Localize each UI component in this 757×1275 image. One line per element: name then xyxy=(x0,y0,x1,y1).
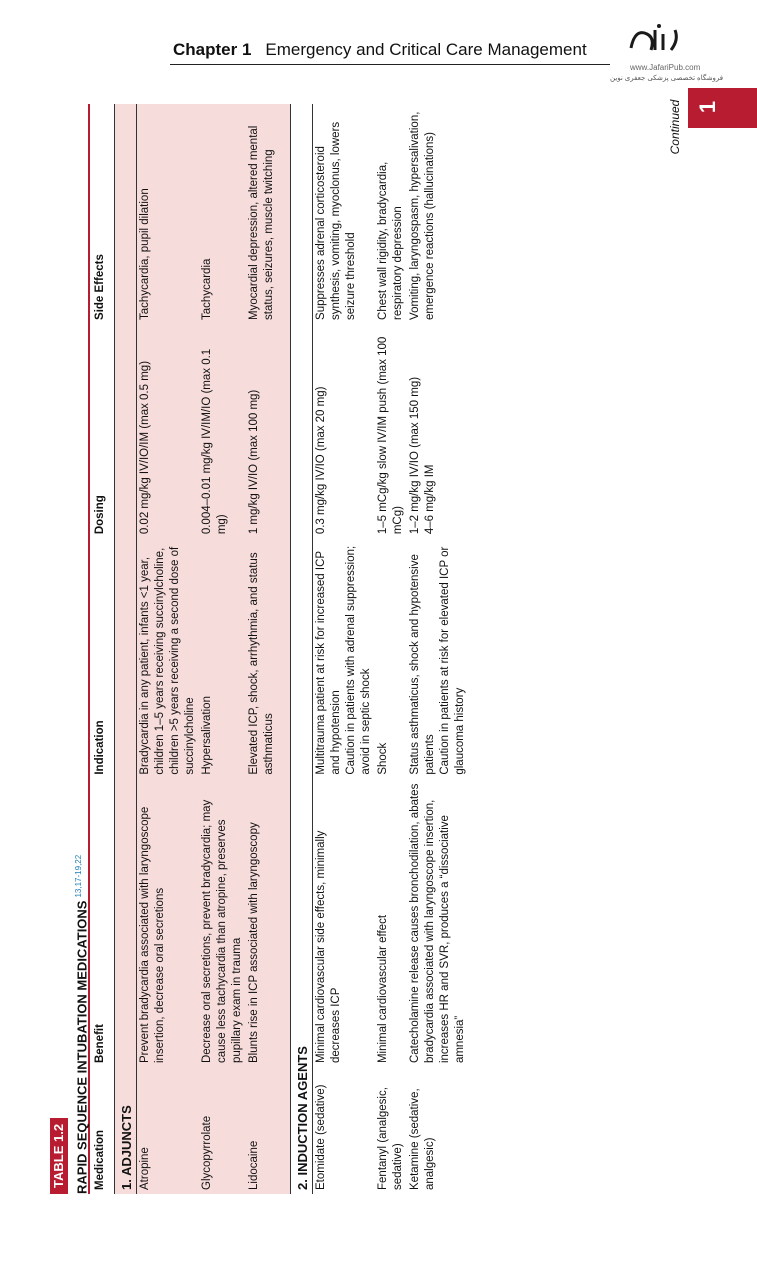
table-row xyxy=(375,104,407,1194)
indication-cell: Bradycardia in any patient, infants <1 year, children 1–5 years receiving succinylcholine, children >5 years receiving a second dose of succinylcholine xyxy=(137,538,200,778)
table-row xyxy=(407,104,469,1194)
section-heading-row xyxy=(291,104,313,1194)
dosing-cell: 0.004–0.01 mg/kg IV/IM/IO (max 0.1 mg) xyxy=(199,324,246,538)
side-effects-cell: Chest wall rigidity, bradycardia, respiratory depression xyxy=(377,161,404,320)
indication-cell: Status asthmaticus, shock and hypotensive patients Caution in patients at risk for elevated ICP or glaucoma history xyxy=(409,546,466,775)
column-header: Side Effects xyxy=(92,104,115,324)
medication-cell: Atropine xyxy=(137,1067,200,1194)
indication-cell: Shock xyxy=(377,742,389,775)
header-rule xyxy=(170,64,610,65)
medications-table xyxy=(92,104,469,1194)
indication-cell: Multitrauma patient at risk for increased ICP and hypotension Caution in patients with adrenal suppression; avoid in septic shock xyxy=(315,545,372,775)
column-header: Benefit xyxy=(92,779,115,1067)
dosing-cell: 0.02 mg/kg IV/IO/IM (max 0.5 mg) xyxy=(137,324,200,538)
dosing-cell: 1 mg/kg IV/IO (max 100 mg) xyxy=(246,324,278,538)
column-header: Medication xyxy=(92,1067,115,1194)
medication-cell: Etomidate (sedative) xyxy=(315,1084,327,1190)
dosing-cell: 0.3 mg/kg IV/IO (max 20 mg) xyxy=(315,386,327,535)
indication-cell: Elevated ICP, shock, arrhythmia, and status asthmaticus xyxy=(246,538,278,778)
chapter-tab: 1 xyxy=(688,88,757,128)
side-effects-cell: Myocardial depression, altered mental status, seizures, muscle twitching xyxy=(246,104,278,324)
side-effects-cell: Tachycardia, pupil dilation xyxy=(137,104,200,324)
table-row xyxy=(199,104,246,1194)
logo-subtitle: فروشگاه تخصصی پزشکی جعفری نوین xyxy=(610,75,724,82)
column-header: Dosing xyxy=(92,324,115,538)
section-heading: 2. INDUCTION AGENTS xyxy=(291,104,313,1194)
indication-cell: Hypersalivation xyxy=(199,538,246,778)
side-effects-cell: Vomiting, laryngospasm, hypersalivation, emergence reactions (hallucinations) xyxy=(409,111,436,320)
medication-cell: Glycopyrrolate xyxy=(199,1067,246,1194)
benefit-cell: Minimal cardiovascular effect xyxy=(377,914,389,1064)
table-title: RAPID SEQUENCE INTUBATION MEDICATIONS$^{13,17-19,22}$ xyxy=(70,104,90,1194)
chapter-number: Chapter 1 xyxy=(173,40,252,59)
benefit-cell: Decrease oral secretions, prevent bradycardia; may cause less tachycardia than atropine, preserves pupillary exam in trauma xyxy=(199,779,246,1067)
table-row xyxy=(313,104,376,1194)
table-title-refs: 13,17-19,22 xyxy=(74,854,83,898)
side-effects-cell: Suppresses adrenal corticosteroid synthesis, vomiting, myoclonus, lowers seizure threshold xyxy=(315,121,357,320)
chapter-title: Emergency and Critical Care Management xyxy=(265,40,587,59)
side-effects-cell: Tachycardia xyxy=(199,104,246,324)
table-header-row xyxy=(92,104,115,1194)
benefit-cell: Catecholamine release causes bronchodilation, abates bradycardia associated with laryngoscope insertion, increases HR and SVR, produces a “dissociative amnesia” xyxy=(409,783,466,1064)
table-row xyxy=(246,104,278,1194)
benefit-cell: Prevent bradycardia associated with laryngoscope insertion, decrease oral secretions xyxy=(137,779,200,1067)
dosing-cell: 1–2 mg/kg IV/IO (max 150 mg) 4–6 mg/kg IM xyxy=(409,376,436,535)
table-label: TABLE 1.2 xyxy=(50,1118,68,1194)
benefit-cell: Minimal cardiovascular side effects, minimally decreases ICP xyxy=(315,830,342,1064)
logo-url: www.JafariPub.com xyxy=(630,63,701,72)
section-heading-row xyxy=(115,104,137,1194)
column-header: Indication xyxy=(92,538,115,778)
section-heading: 1. ADJUNCTS xyxy=(115,104,137,1194)
row-spacer xyxy=(278,104,291,1194)
benefit-cell: Blunts rise in ICP associated with laryngoscopy xyxy=(246,779,278,1067)
medication-cell: Lidocaine xyxy=(246,1067,278,1194)
continued-label: Continued xyxy=(668,99,682,155)
rotated-table-container xyxy=(50,104,690,1194)
publisher-logo xyxy=(625,20,685,62)
medication-cell: Fentanyl (analgesic, sedative) xyxy=(377,1087,404,1190)
table-row xyxy=(137,104,200,1194)
running-header xyxy=(173,40,587,60)
medication-cell: Ketamine (sedative, analgesic) xyxy=(409,1088,436,1190)
dosing-cell: 1–5 mCg/kg slow IV/IM push (max 100 mCg) xyxy=(377,336,404,535)
